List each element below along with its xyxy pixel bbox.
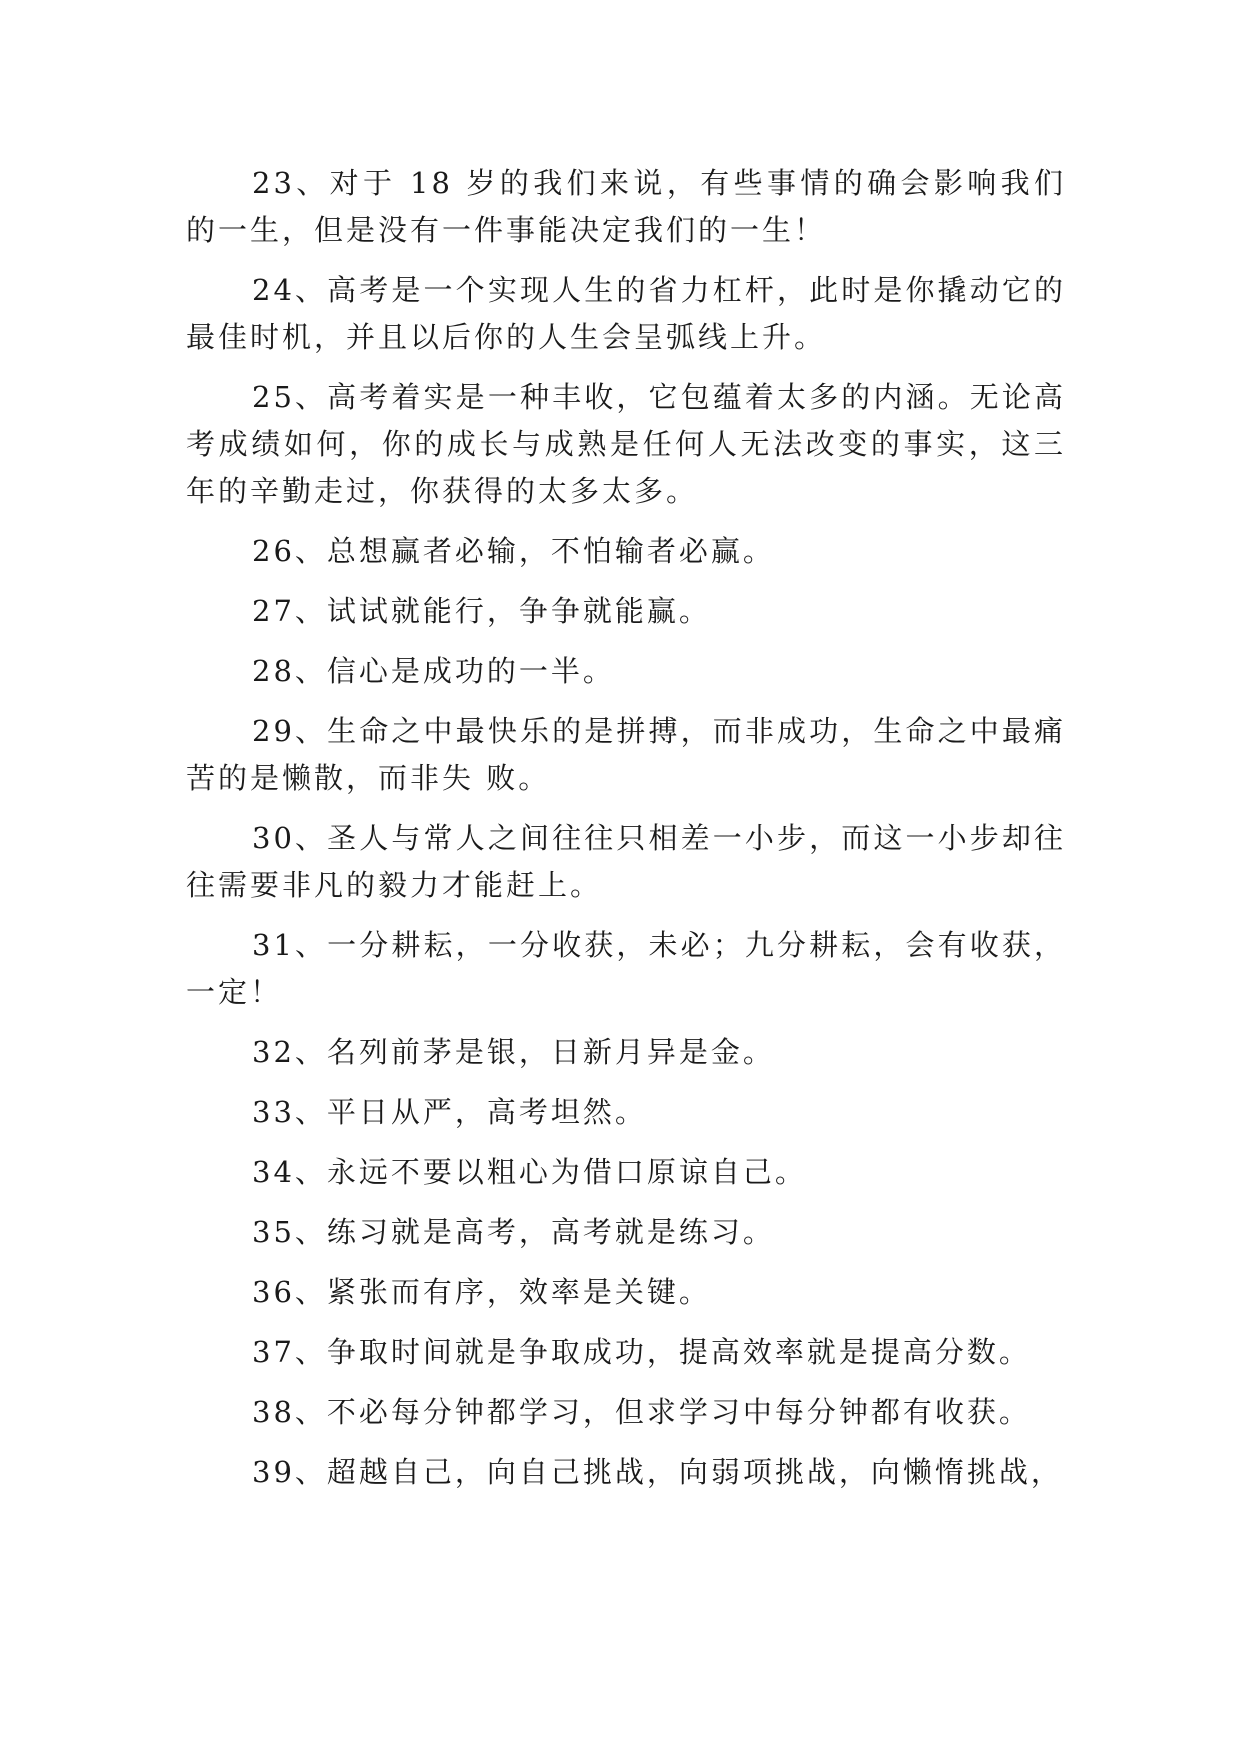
- paragraph-text: 不必每分钟都学习，但求学习中每分钟都有收获。: [326, 1395, 1031, 1429]
- paragraph-text: 名列前茅是银，日新月异是金。: [326, 1035, 775, 1069]
- paragraph-number: 37、: [252, 1335, 327, 1369]
- paragraph-31: [186, 922, 1066, 1016]
- paragraph-28: [186, 648, 1066, 695]
- paragraph-number: 30、: [252, 821, 328, 855]
- paragraph-text: 一分耕耘，一分收获，未必；九分耕耘，会有收获，一定！: [186, 928, 1066, 1009]
- paragraph-25: [186, 374, 1066, 515]
- paragraph-23: [186, 160, 1066, 254]
- paragraph-text: 圣人与常人之间往往只相差一小步，而这一小步却往往需要非凡的毅力才能赶上。: [186, 821, 1066, 902]
- paragraph-text: 对于 18 岁的我们来说，有些事情的确会影响我们的一生，但是没有一件事能决定我们的一生！: [186, 166, 1066, 247]
- paragraph-number: 33、: [252, 1095, 327, 1129]
- paragraph-number: 24、: [252, 273, 328, 307]
- paragraph-number: 35、: [252, 1215, 327, 1249]
- paragraph-37: [186, 1329, 1066, 1376]
- document-body: [186, 160, 1066, 1509]
- paragraph-text: 练习就是高考，高考就是练习。: [326, 1215, 775, 1249]
- paragraph-33: [186, 1089, 1066, 1136]
- paragraph-26: [186, 528, 1066, 575]
- paragraph-text: 永远不要以粗心为借口原谅自己。: [326, 1155, 807, 1189]
- paragraph-number: 32、: [252, 1035, 327, 1069]
- paragraph-text: 平日从严，高考坦然。: [326, 1095, 647, 1129]
- paragraph-text: 试试就能行，争争就能赢。: [326, 594, 711, 628]
- paragraph-text: 信心是成功的一半。: [326, 654, 615, 688]
- paragraph-text: 超越自己，向自己挑战，向弱项挑战，向懒惰挑战，: [326, 1455, 1063, 1489]
- paragraph-number: 28、: [252, 654, 327, 688]
- paragraph-number: 36、: [252, 1275, 327, 1309]
- paragraph-number: 34、: [252, 1155, 327, 1189]
- paragraph-text: 争取时间就是争取成功，提高效率就是提高分数。: [326, 1335, 1031, 1369]
- paragraph-30: [186, 815, 1066, 909]
- paragraph-number: 38、: [252, 1395, 327, 1429]
- paragraph-number: 26、: [252, 534, 327, 568]
- paragraph-32: [186, 1029, 1066, 1076]
- paragraph-38: [186, 1389, 1066, 1436]
- paragraph-text: 高考着实是一种丰收，它包蕴着太多的内涵。无论高考成绩如何，你的成长与成熟是任何人无法改变的事实，这三年的辛勤走过，你获得的太多太多。: [186, 380, 1066, 508]
- paragraph-34: [186, 1149, 1066, 1196]
- paragraph-27: [186, 588, 1066, 635]
- paragraph-text: 生命之中最快乐的是拼搏，而非成功，生命之中最痛苦的是懒散，而非失 败。: [186, 714, 1066, 795]
- paragraph-24: [186, 267, 1066, 361]
- paragraph-39: [186, 1449, 1066, 1496]
- paragraph-number: 23、: [252, 166, 330, 200]
- paragraph-29: [186, 708, 1066, 802]
- paragraph-text: 紧张而有序，效率是关键。: [326, 1275, 711, 1309]
- paragraph-number: 31、: [252, 928, 328, 962]
- paragraph-number: 25、: [252, 380, 328, 414]
- paragraph-number: 39、: [252, 1455, 327, 1489]
- paragraph-35: [186, 1209, 1066, 1256]
- paragraph-text: 高考是一个实现人生的省力杠杆，此时是你撬动它的最佳时机，并且以后你的人生会呈弧线上升。: [186, 273, 1066, 354]
- paragraph-number: 27、: [252, 594, 327, 628]
- paragraph-number: 29、: [252, 714, 328, 748]
- paragraph-36: [186, 1269, 1066, 1316]
- paragraph-text: 总想赢者必输，不怕输者必赢。: [326, 534, 775, 568]
